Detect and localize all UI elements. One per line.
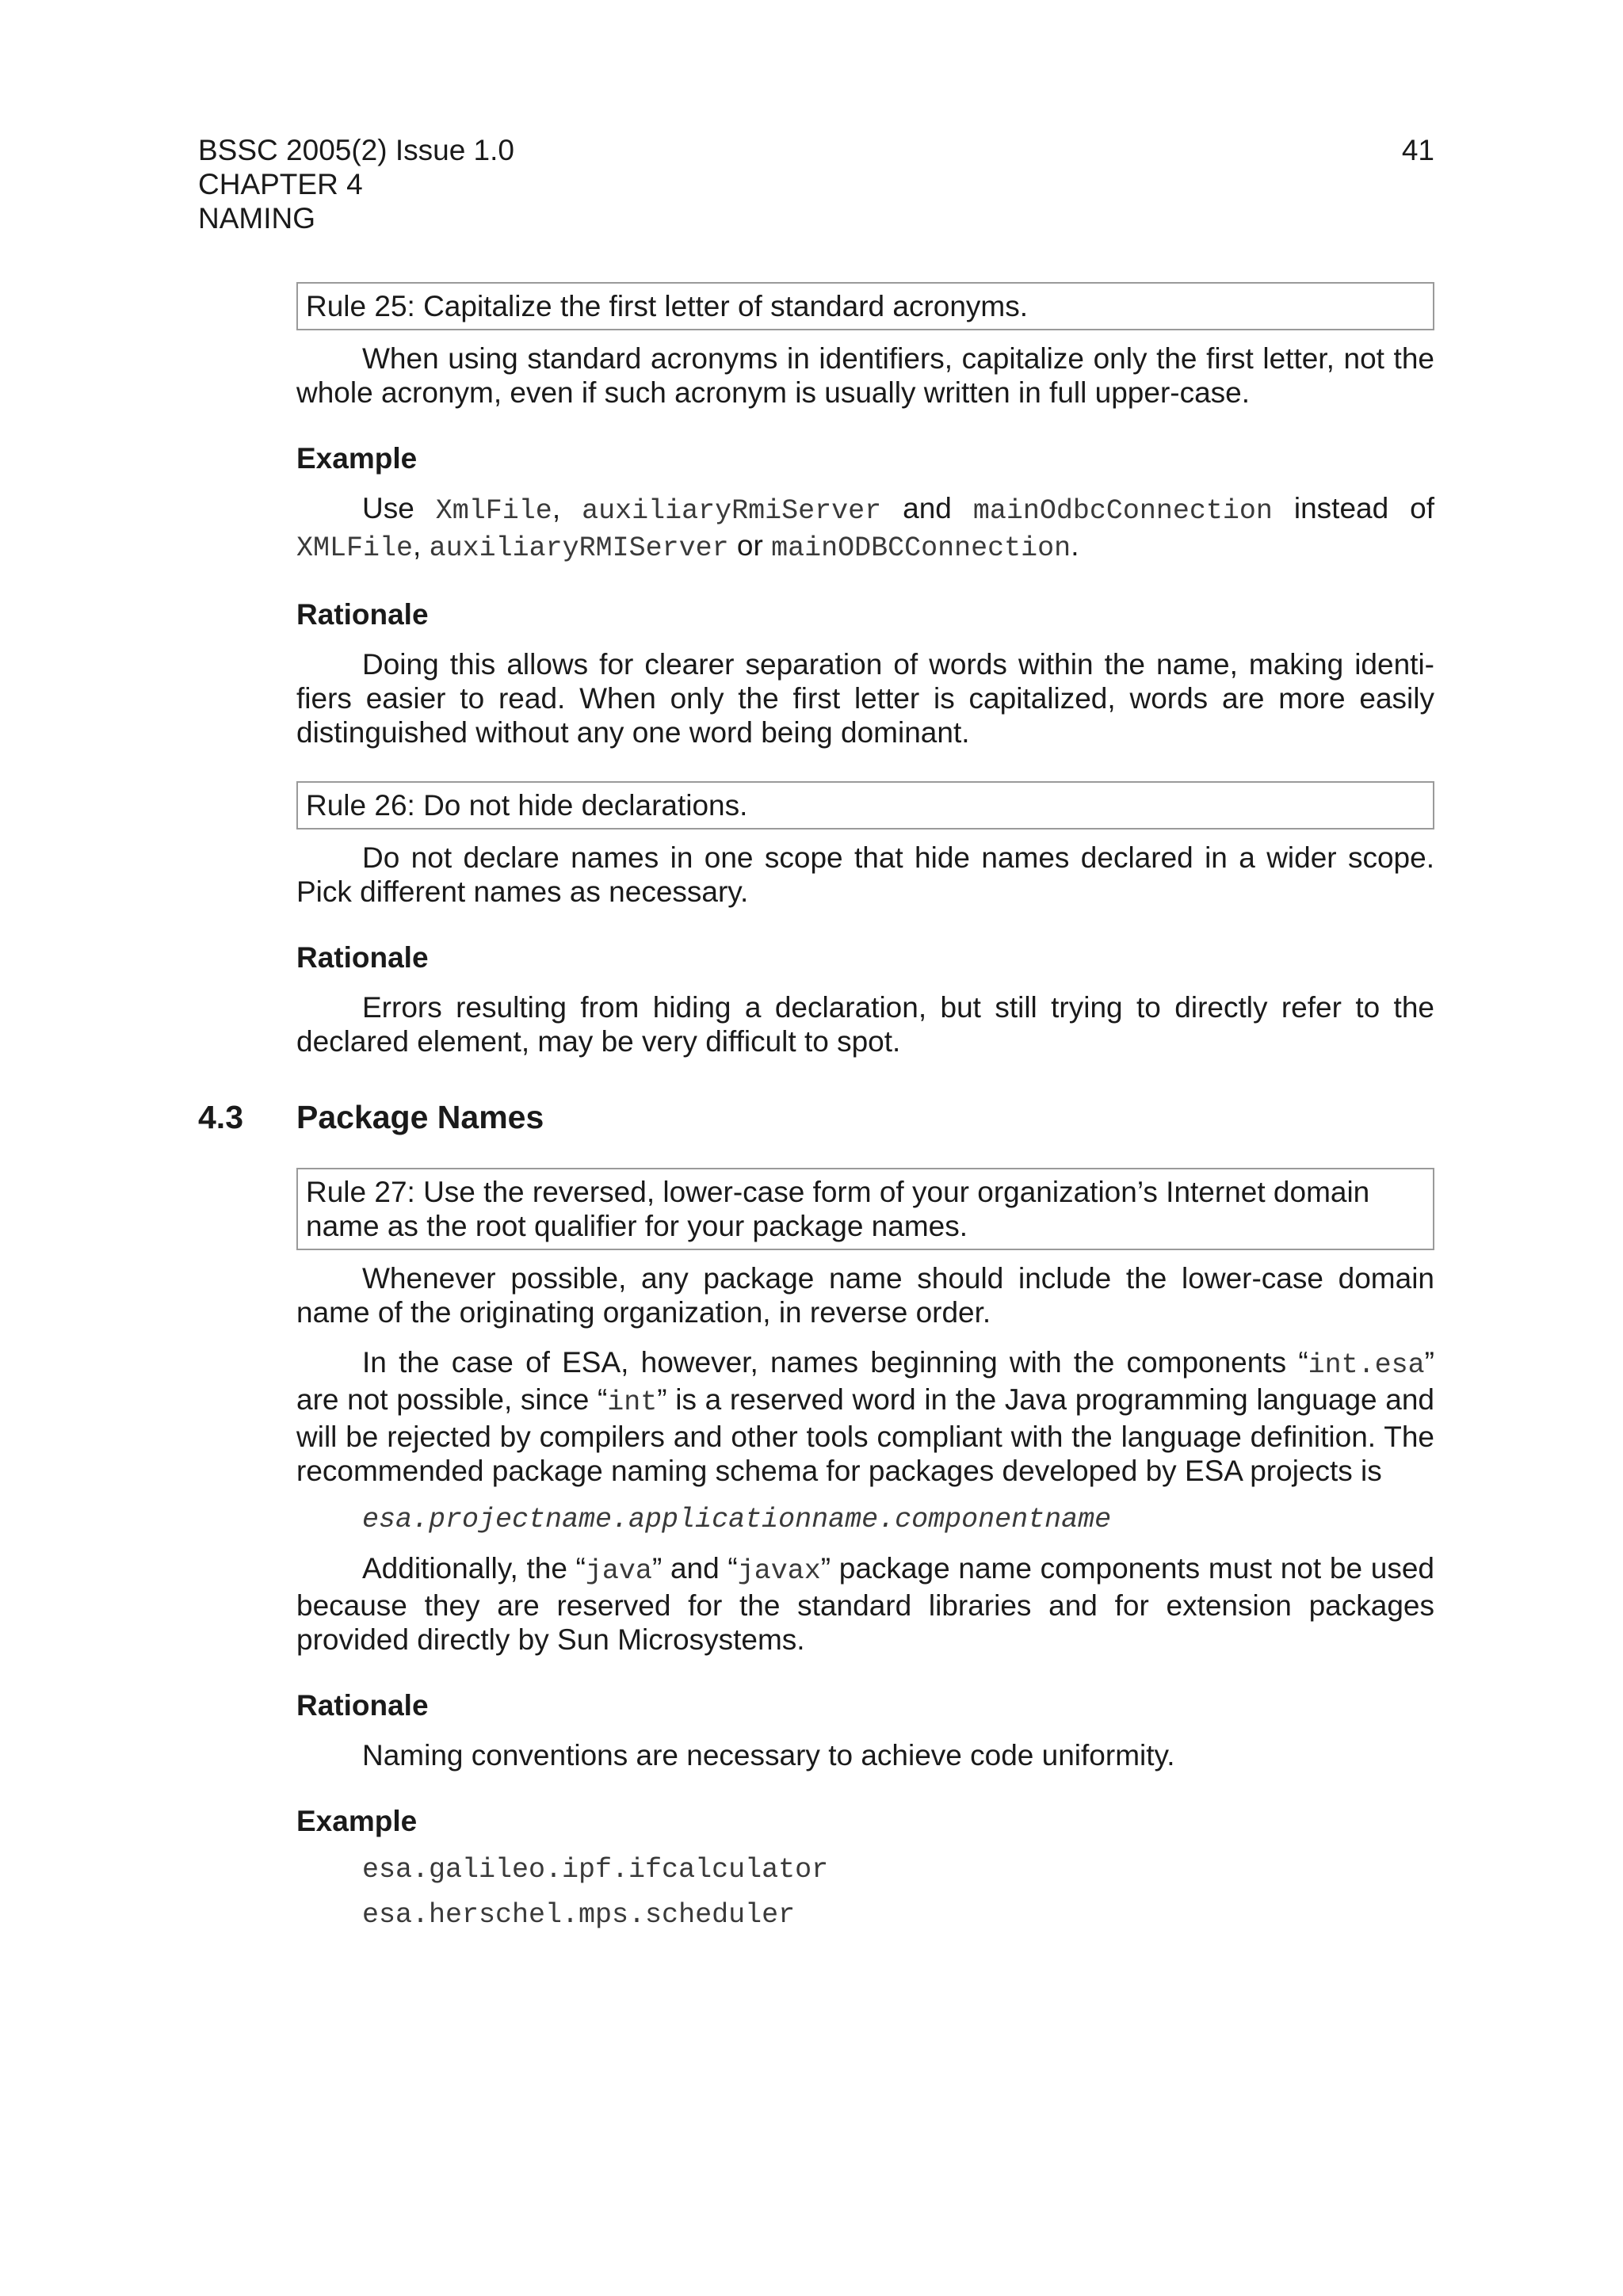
code-identifier: mainOdbcConnection xyxy=(972,495,1273,527)
header-chapter: CHAPTER 4 xyxy=(198,168,363,200)
rule-25-rationale: Doing this allows for clearer separation of words within the name, making identifiers easier to read. When only the first letter is capitalized, words are more easily distinguished without any one word being dominant. xyxy=(296,648,1434,749)
text-fragment: ” are not possible, since “ xyxy=(296,1346,1434,1416)
rule-27-java-note xyxy=(296,1551,1434,1657)
text-fragment: Additionally, the “ xyxy=(362,1552,586,1585)
text-fragment: ” and “ xyxy=(651,1552,738,1585)
rule-25-example-heading: Example xyxy=(296,442,418,475)
rule-27-description: Whenever possible, any package name should include the lower-case domain name of the originating organization, in reverse order. xyxy=(296,1262,1434,1329)
rule-25-box: Rule 25: Capitalize the first letter of standard acronyms. xyxy=(296,282,1434,330)
rule-26-box: Rule 26: Do not hide declarations. xyxy=(296,781,1434,830)
package-example: esa.herschel.mps.scheduler xyxy=(362,1899,796,1931)
section-heading xyxy=(198,1098,1434,1136)
page-content xyxy=(198,282,1435,1944)
text-fragment: Use xyxy=(362,492,436,524)
text-fragment: or xyxy=(728,529,772,562)
code-identifier: mainODBCConnection xyxy=(771,532,1071,564)
text-fragment: In the case of ESA, however, names beginning with the components “ xyxy=(362,1346,1308,1379)
package-example: esa.galileo.ipf.ifcalculator xyxy=(362,1854,829,1886)
code-identifier: auxiliaryRMIServer xyxy=(429,532,729,564)
header-document-id: BSSC 2005(2) Issue 1.0 xyxy=(198,134,514,166)
rule-26-description: Do not declare names in one scope that hide names declared in a wider scope. Pick different names as necessary. xyxy=(296,841,1434,908)
section-number: 4.3 xyxy=(198,1099,243,1135)
code-identifier: XmlFile xyxy=(435,495,552,527)
code-identifier: javax xyxy=(737,1555,821,1587)
text-fragment: and xyxy=(881,492,973,524)
text-fragment: . xyxy=(1071,529,1079,562)
page-number: 41 xyxy=(1401,134,1434,166)
code-identifier: java xyxy=(585,1555,652,1587)
code-identifier: XMLFile xyxy=(296,532,414,564)
rule-25-rationale-heading: Rationale xyxy=(296,598,429,631)
code-identifier: int xyxy=(607,1386,658,1418)
rule-27-example-heading: Example xyxy=(296,1805,418,1837)
rule-27-rationale-heading: Rationale xyxy=(296,1689,429,1722)
rule-27-box: Rule 27: Use the reversed, lower-case form of your organization’s Internet domain name as the root qualifier for your package names. xyxy=(296,1168,1434,1250)
header-chapter-title: NAMING xyxy=(198,202,315,235)
text-fragment: , xyxy=(413,529,430,562)
rule-25-example-text xyxy=(296,491,1434,566)
code-identifier: int.esa xyxy=(1308,1349,1425,1381)
rule-26-rationale-heading: Rationale xyxy=(296,941,429,974)
rule-27-esa-note xyxy=(296,1345,1434,1488)
rule-27-rationale: Naming conventions are necessary to achieve code uniformity. xyxy=(362,1739,1175,1772)
page-header xyxy=(198,133,1434,235)
code-identifier: auxiliaryRmiServer xyxy=(582,495,882,527)
package-schema: esa.projectname.applicationname.componentname xyxy=(362,1504,1112,1535)
section-title: Package Names xyxy=(296,1099,544,1135)
text-fragment: , xyxy=(552,492,582,524)
text-fragment: ” is a reserved word in the Java programming language and will be rejected by compilers and other tools compliant with the language definition. The recommended package naming schema for packages developed by ESA projects is xyxy=(296,1383,1434,1487)
rule-26-rationale: Errors resulting from hiding a declaration, but still trying to directly refer to the declared element, may be very difficult to spot. xyxy=(296,991,1434,1058)
rule-25-description: When using standard acronyms in identifiers, capitalize only the first letter, not the whole acronym, even if such acronym is usually written in full upper-case. xyxy=(296,342,1434,409)
text-fragment: ” package name components must not be used because they are reserved for the standard libraries and for extension packages provided directly by Sun Microsystems. xyxy=(296,1552,1434,1656)
text-fragment: instead of xyxy=(1272,492,1435,524)
